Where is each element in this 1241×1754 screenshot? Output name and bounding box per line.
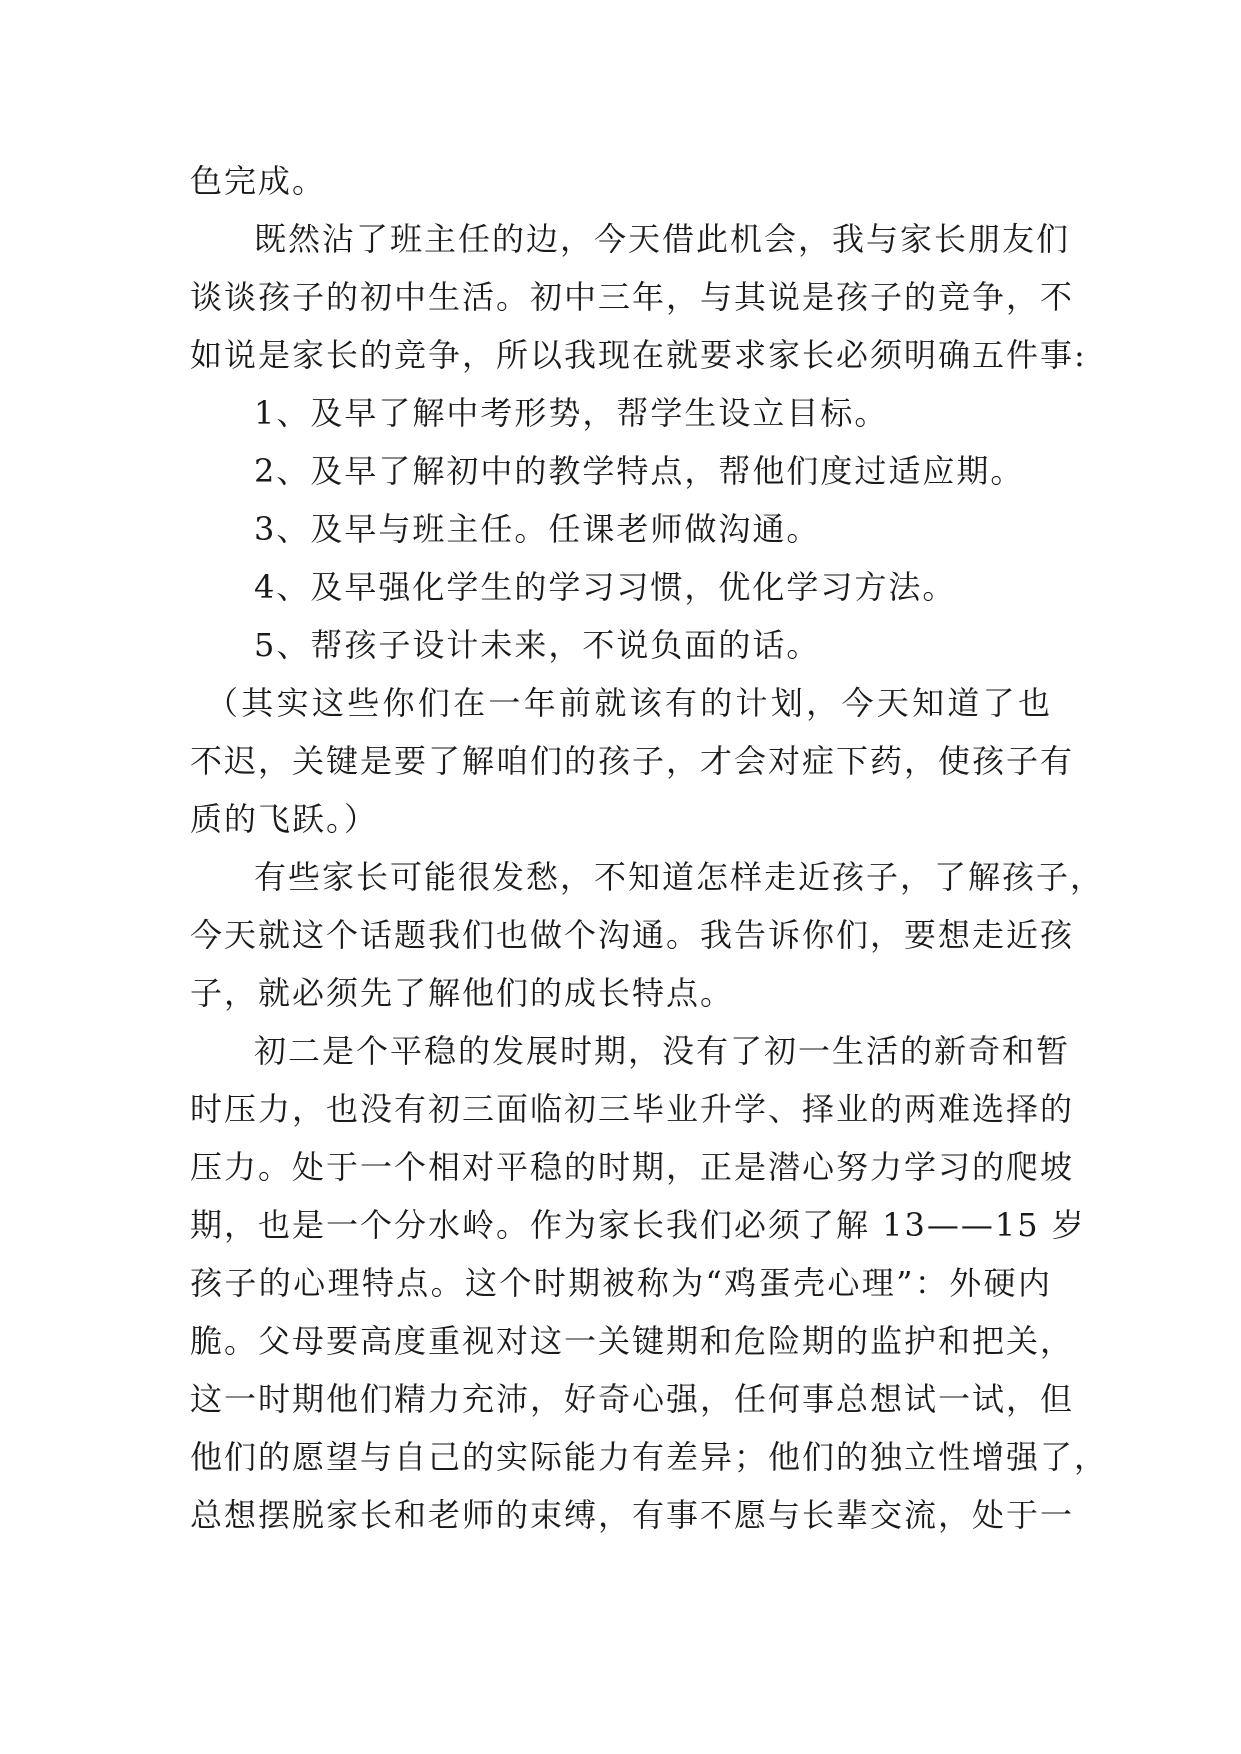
list-item: 4、及早强化学生的学习习惯，优化学习方法。	[254, 568, 957, 606]
text-line: 时压力，也没有初三面临初三毕业升学、择业的两难选择的	[190, 1090, 1075, 1128]
text-line: 有些家长可能很发愁，不知道怎样走近孩子，了解孩子，	[254, 858, 1105, 896]
text-line: （其实这些你们在一年前就该有的计划，今天知道了也	[206, 684, 1052, 722]
text-line: 既然沾了班主任的边，今天借此机会，我与家长朋友们	[254, 220, 1071, 258]
list-item: 3、及早与班主任。任课老师做沟通。	[254, 510, 821, 548]
text-line: 孩子的心理特点。这个时期被称为“鸡蛋壳心理”：外硬内	[190, 1264, 1052, 1302]
text-line: 不迟，关键是要了解咱们的孩子，才会对症下药，使孩子有	[190, 742, 1075, 780]
list-item: 2、及早了解初中的教学特点，帮他们度过适应期。	[254, 452, 1025, 490]
document-body	[190, 152, 1109, 1544]
list-item: 1、及早了解中考形势，帮学生设立目标。	[254, 394, 889, 432]
text-line: 如说是家长的竞争，所以我现在就要求家长必须明确五件事:	[190, 336, 1087, 374]
text-line: 期，也是一个分水岭。作为家长我们必须了解 13——15 岁	[190, 1206, 1086, 1244]
text-line: 脆。父母要高度重视对这一关键期和危险期的监护和把关，	[190, 1322, 1075, 1360]
text-line: 总想摆脱家长和老师的束缚，有事不愿与长辈交流，处于一	[190, 1496, 1075, 1534]
text-line: 色完成。	[190, 162, 327, 200]
text-line: 谈谈孩子的初中生活。初中三年，与其说是孩子的竞争，不	[190, 278, 1075, 316]
text-line: 他们的愿望与自己的实际能力有差异；他们的独立性增强了，	[190, 1438, 1109, 1476]
text-line: 初二是个平稳的发展时期，没有了初一生活的新奇和暂	[254, 1032, 1071, 1070]
list-item: 5、帮孩子设计未来，不说负面的话。	[254, 626, 821, 664]
text-line: 今天就这个话题我们也做个沟通。我告诉你们，要想走近孩	[190, 916, 1075, 954]
text-line: 子，就必须先了解他们的成长特点。	[190, 974, 735, 1012]
text-line: 压力。处于一个相对平稳的时期，正是潜心努力学习的爬坡	[190, 1148, 1075, 1186]
text-line: 质的飞跃。）	[190, 800, 379, 838]
text-line: 这一时期他们精力充沛，好奇心强，任何事总想试一试，但	[190, 1380, 1075, 1418]
